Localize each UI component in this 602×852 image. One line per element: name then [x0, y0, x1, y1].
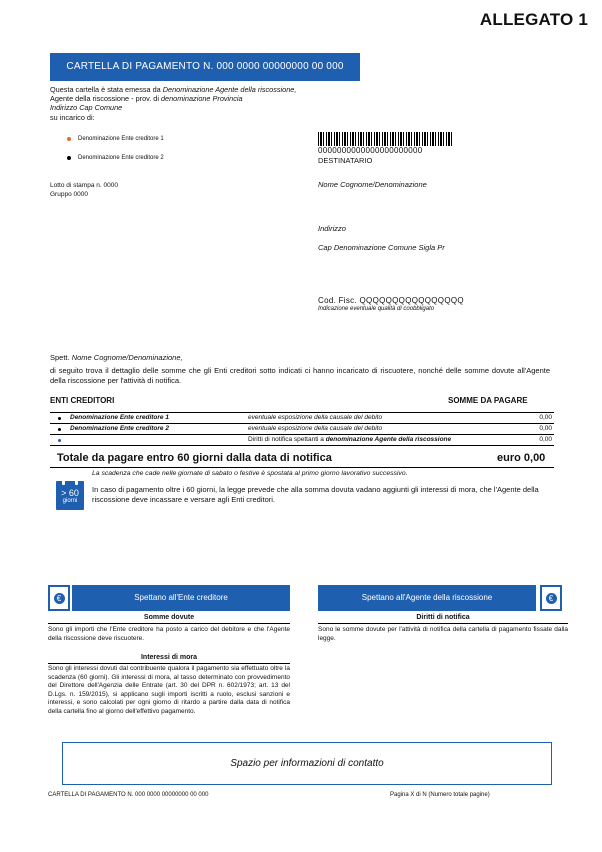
importo-cell: 0,00: [500, 424, 554, 435]
barcode-number: 0000000000000000000000: [318, 146, 423, 155]
calendar-big: > 60: [61, 488, 79, 498]
diritti-notifica-text: Sono le somme dovute per l'attività di notifica della cartella di pagamento fissate dalla legge.: [318, 626, 568, 642]
calendar-60-icon: [56, 481, 84, 510]
intro-province: denominazione Provincia: [161, 94, 243, 104]
cartella-title-bar: CARTELLA DI PAGAMENTO N. 000 0000 00000000 00 000: [50, 53, 360, 81]
bullet-dot-icon: [58, 439, 61, 442]
creditore-label: Denominazione Ente creditore 2: [78, 155, 164, 161]
destinatario-label: DESTINATARIO: [318, 156, 373, 165]
bullet-dot-icon: [58, 417, 61, 420]
diritti-pre: Diritti di notifica spettanti a: [248, 436, 326, 443]
salutation: [50, 353, 183, 362]
contact-info-box: Spazio per informazioni di contatto: [62, 742, 552, 785]
ente-creditore-title: Spettano all'Ente creditore: [72, 585, 290, 611]
creditore-item-2: [64, 149, 264, 168]
intro-address: Indirizzo Cap Comune: [50, 103, 123, 113]
intro-agent-name: Denominazione Agente della riscossione,: [162, 85, 297, 94]
enti-creditori-header: ENTI CREDITORI: [50, 396, 115, 405]
agente-riscossione-title: Spettano all'Agente della riscossione: [318, 585, 536, 611]
diritti-notifica-heading: Diritti di notifica: [318, 612, 568, 624]
ente-name: Denominazione Ente creditore 2: [70, 425, 169, 432]
barcode-icon: [318, 132, 454, 146]
somme-dovute-text: Sono gli importi che l'Ente creditore ha posto a carico del debitore e che l'Agente della riscossione deve riscuotere.: [48, 626, 290, 642]
euro-calendar-icon: €: [540, 585, 562, 611]
interessi-mora-heading: Interessi di mora: [48, 652, 290, 664]
creditori-list: [64, 130, 264, 168]
intro-paragraph: di seguito trova il dettaglio delle somme che gli Enti creditori sotto indicati ci hanno incaricato di riscuotere, nonché delle somme dovute all'Agente della riscossione per l'attività di notifica.: [50, 366, 550, 385]
causale-cell: eventuale esposizione della causale del debito: [246, 413, 500, 424]
totale-divider: [50, 467, 554, 468]
scadenza-note: La scadenza che cade nelle giornate di sabato o festive è spostata al primo giorno lavorativo successivo.: [92, 470, 408, 477]
euro-calendar-icon: €: [48, 585, 70, 611]
creditore-label: Denominazione Ente creditore 1: [78, 136, 164, 142]
destinatario-city: Cap Denominazione Comune Sigla Pr: [318, 243, 445, 252]
somme-dovute-heading: Somme dovute: [48, 612, 290, 624]
intro-block: [50, 85, 350, 122]
intro-line2-pre: Agente della riscossione - prov. di: [50, 94, 161, 104]
destinatario-address: Indirizzo: [318, 224, 346, 233]
table-row: [50, 413, 554, 424]
coobbligato-note: Indicazione eventuale qualità di coobbligato: [318, 306, 435, 312]
allegato-label: ALLEGATO 1: [479, 10, 588, 29]
ente-name: Denominazione Ente creditore 1: [70, 414, 169, 421]
causale-cell: eventuale esposizione della causale del debito: [246, 424, 500, 435]
importo-cell: 0,00: [500, 435, 554, 446]
interessi-mora-text: Sono gli interessi dovuti dal contribuente qualora il pagamento sia effettuato oltre la scadenza (60 giorni). Gli interessi di mora, al tasso determinato con provvedimento del Direttore dell'Agenzia delle Entrate (art. 30 del DPR n. 602/1973; art. 13 del D.Lgs. n. 159/2015), si applicano sugli importi iscritti a ruolo, esclusi sanzioni e interessi, e sono calcolati per ogni giorno di ritardo a partire dalla data di notifica della cartella fino al giorno dell'effettivo pagamento.: [48, 665, 290, 715]
bullet-dot-icon: [67, 137, 71, 141]
somme-da-pagare-header: SOMME DA PAGARE: [448, 396, 528, 405]
intro-line1-pre: Questa cartella è stata emessa da: [50, 85, 163, 94]
salutation-pre: Spett.: [50, 353, 72, 362]
importo-cell: 0,00: [500, 413, 554, 424]
totale-value: euro 0,00: [497, 452, 546, 464]
table-row: [50, 424, 554, 435]
oltre-60-text: In caso di pagamento oltre i 60 giorni, la legge prevede che alla somma dovuta vadano aggiunti gli interessi di mora, che l'Agente della riscossione deve incassare e versare agli Enti creditori.: [92, 485, 539, 504]
bullet-dot-icon: [58, 428, 61, 431]
footer-page: Pagina X di N (Numero totale pagine): [390, 792, 490, 798]
lotto-info: [50, 182, 118, 199]
salutation-name: Nome Cognome/Denominazione,: [71, 353, 183, 362]
codice-fiscale: Cod. Fisc. QQQQQQQQQQQQQQQQ: [318, 296, 464, 305]
totale-label: Totale da pagare entro 60 giorni dalla data di notifica: [57, 452, 332, 464]
gruppo-line: Gruppo 0000: [50, 190, 88, 198]
destinatario-name: Nome Cognome/Denominazione: [318, 180, 427, 189]
creditore-item-1: [64, 130, 264, 149]
calendar-small: giorni: [62, 498, 78, 504]
somme-table: [50, 412, 554, 446]
bullet-dot-icon: [67, 156, 71, 160]
ente-creditore-box: [48, 585, 290, 611]
intro-incarico: su incarico di:: [50, 112, 95, 122]
diritti-agent: denominazione Agente della riscossione: [325, 436, 452, 443]
lotto-line: Lotto di stampa n. 0000: [50, 182, 118, 189]
table-row: [50, 435, 554, 446]
agente-riscossione-box: [318, 585, 568, 611]
footer-cartella: CARTELLA DI PAGAMENTO N. 000 0000 00000000 00 000: [48, 792, 209, 798]
